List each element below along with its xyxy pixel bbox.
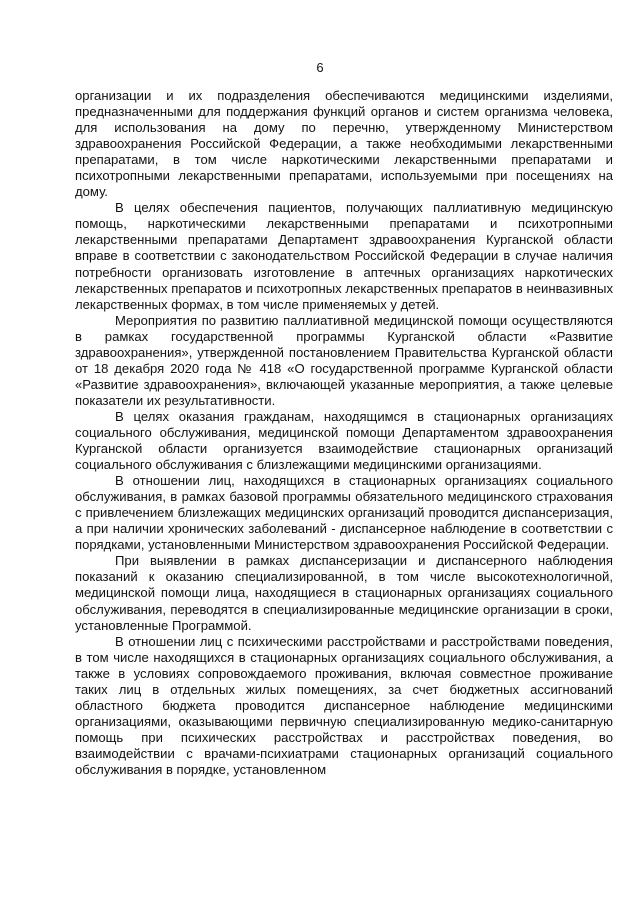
document-body (75, 88, 613, 778)
paragraph-dispensarization: В отношении лиц, находящихся в стационарных организациях социального обслуживания, в рамках базовой программы обязательного медицинского страхования с привлечением близлежащих медицинских организаций проводится диспансеризация, а при наличии хронических заболеваний - диспансерное наблюдение в соответствии с порядками, установленными Министерством здравоохранения Российской Федерации. (75, 473, 613, 553)
paragraph-specialized-care: При выявлении в рамках диспансеризации и диспансерного наблюдения показаний к оказанию специализированной, в том числе высокотехнологичной, медицинской помощи лица, находящиеся в стационарных организациях социального обслуживания, переводятся в специализированные медицинские организации в сроки, установленные Программой. (75, 553, 613, 633)
page-number: 6 (316, 60, 324, 75)
paragraph-state-program: Мероприятия по развитию паллиативной медицинской помощи осуществляются в рамках государственной программы Курганской области «Развитие здравоохранения», утвержденной постановлением Правительства Курганской области от 18 декабря 2020 года № 418 «О государственной программе Курганской области «Развитие здравоохранения», включающей указанные мероприятия, а также целевые показатели их результативности. (75, 312, 613, 408)
paragraph-narcotic-drugs: В целях обеспечения пациентов, получающих паллиативную медицинскую помощь, наркотическими лекарственными препаратами и психотропными лекарственными препаратами Департамент здравоохранения Курганской области вправе в соответствии с законодательством Российской Федерации в случае наличия потребности организовать изготовление в аптечных организациях наркотических лекарственных препаратов и психотропных лекарственных препаратов в неинвазивных лекарственных формах, в том числе применяемых у детей. (75, 200, 613, 312)
paragraph-social-interaction: В целях оказания гражданам, находящимся в стационарных организациях социального обслуживания, медицинской помощи Департаментом здравоохранения Курганской области организуется взаимодействие стационарных организаций социального обслуживания с близлежащими медицинскими организациями. (75, 408, 613, 473)
paragraph-continuation: организации и их подразделения обеспечиваются медицинскими изделиями, предназначенными для поддержания функций органов и систем организма человека, для использования на дому по перечню, утвержденному Министерством здравоохранения Российской Федерации, а также необходимыми лекарственными препаратами, в том числе наркотическими лекарственными препаратами и психотропными лекарственными препаратами, используемыми при посещениях на дому. (75, 88, 613, 200)
paragraph-mental-disorders: В отношении лиц с психическими расстройствами и расстройствами поведения, в том числе находящихся в стационарных организациях социального обслуживания, а также в условиях сопровождаемого проживания, включая совместное проживание таких лиц в отдельных жилых помещениях, за счет бюджетных ассигнований областного бюджета проводится диспансерное наблюдение медицинскими организациями, оказывающими первичную специализированную медико-санитарную помощь при психических расстройствах и расстройствах поведения, во взаимодействии с врачами-психиатрами стационарных организаций социального обслуживания в порядке, установленном (75, 633, 613, 777)
